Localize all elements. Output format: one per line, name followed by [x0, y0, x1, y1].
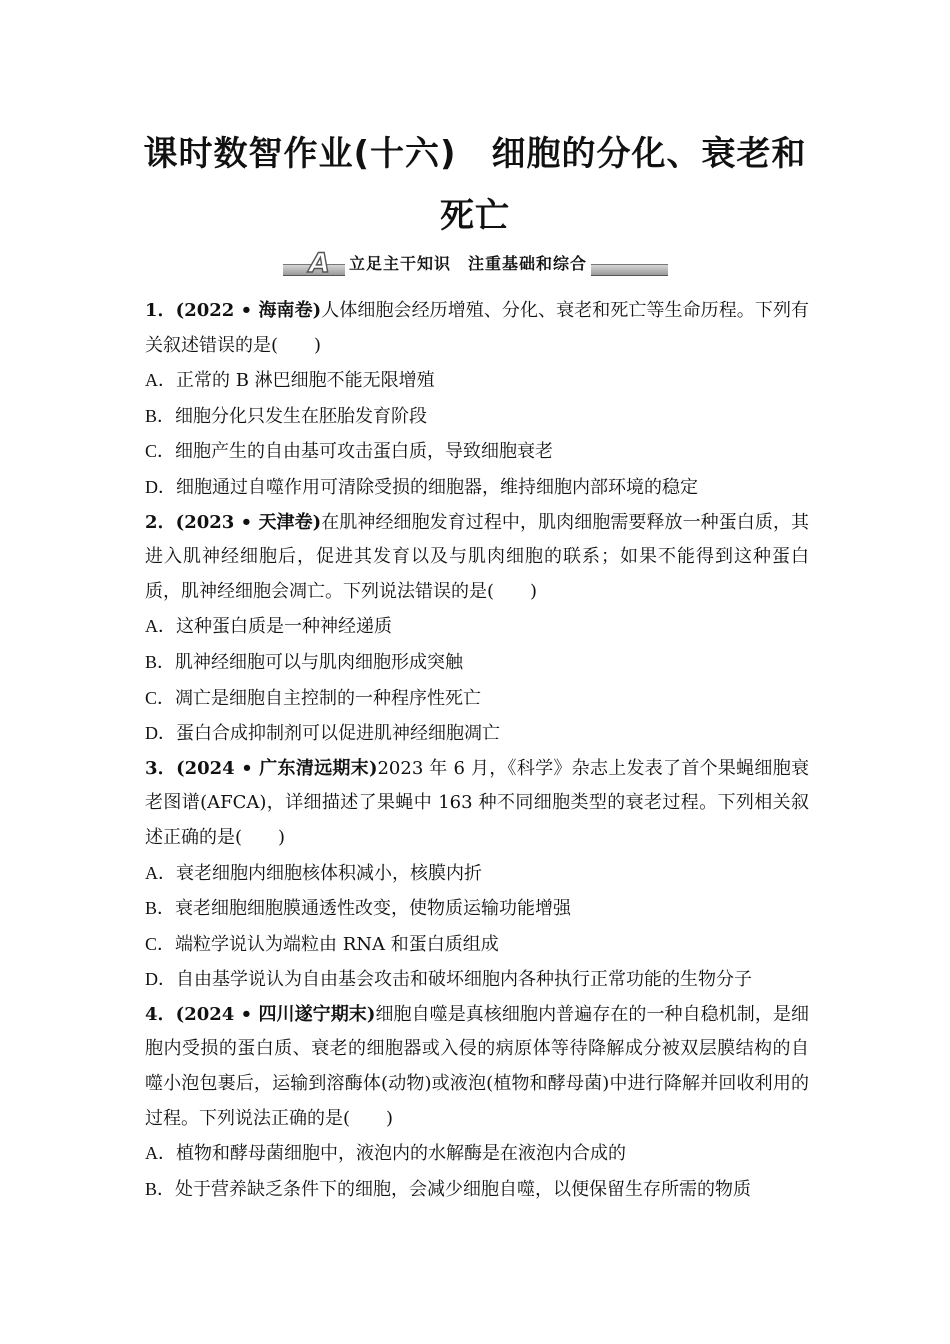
option-b[interactable]	[145, 399, 809, 435]
option-b[interactable]	[145, 645, 809, 681]
option-text: 凋亡是细胞自主控制的一种程序性死亡	[175, 687, 482, 709]
option-text: 衰老细胞细胞膜通透性改变，使物质运输功能增强	[175, 898, 572, 920]
option-text: 蛋白合成抑制剂可以促进肌神经细胞凋亡	[176, 723, 500, 745]
question-number: 1．	[145, 300, 176, 321]
option-text: 处于营养缺乏条件下的细胞，会减少细胞自噬，以便保留生存所需的物质	[175, 1178, 752, 1200]
option-text: 端粒学说认为端粒由 RNA 和蛋白质组成	[175, 933, 499, 955]
question-stem	[145, 506, 809, 610]
option-letter: B．	[145, 1178, 176, 1199]
section-letter-icon: A	[309, 248, 330, 279]
option-d[interactable]	[145, 470, 809, 506]
question-source: (2024 • 广东清远期末)	[176, 757, 378, 779]
option-letter: C．	[145, 687, 176, 708]
page-title-line-1: 课时数智作业(十六) 细胞的分化、衰老和	[143, 134, 807, 174]
option-text: 细胞通过自噬作用可清除受损的细胞器，维持细胞内部环境的稳定	[176, 476, 698, 498]
option-letter: B．	[145, 651, 176, 672]
option-text: 植物和酵母菌细胞中，液泡内的水解酶是在液泡内合成的	[176, 1143, 626, 1165]
option-a[interactable]	[145, 609, 809, 645]
option-a[interactable]	[145, 363, 809, 399]
option-text: 肌神经细胞可以与肌肉细胞形成突触	[175, 651, 464, 673]
question-stem	[145, 998, 809, 1136]
question-number: 3．	[145, 757, 177, 779]
option-letter: A．	[145, 862, 176, 883]
option-d[interactable]	[145, 716, 809, 752]
question-text: 人体细胞会经历增殖、分化、衰老和死亡等生命历程。下列有关叙述错误的是( )	[145, 300, 810, 356]
option-d[interactable]	[145, 962, 809, 998]
option-text: 正常的 B 淋巴细胞不能无限增殖	[176, 370, 435, 392]
option-letter: D．	[145, 723, 176, 744]
option-c[interactable]	[145, 927, 809, 963]
section-banner	[283, 250, 668, 278]
question-number: 2．	[145, 511, 176, 533]
option-letter: B．	[145, 405, 176, 426]
option-text: 这种蛋白质是一种神经递质	[176, 616, 392, 638]
option-b[interactable]	[145, 891, 809, 927]
question-text: 细胞自噬是真核细胞内普遍存在的一种自稳机制，是细胞内受损的蛋白质、衰老的细胞器或入侵的病原体等待降解成分被双层膜结构的自噬小泡包裹后，运输到溶酶体(动物)或液泡(植物和酵母菌)中进行降解并回收利用的过程。下列说法正确的是( )	[145, 1003, 810, 1129]
option-letter: B．	[145, 898, 176, 919]
option-letter: D．	[145, 476, 176, 497]
option-b[interactable]	[145, 1172, 809, 1208]
question-2	[145, 506, 809, 752]
question-source: (2022 • 海南卷)	[175, 300, 322, 321]
option-text: 细胞产生的自由基可攻击蛋白质，导致细胞衰老	[175, 441, 554, 463]
question-text: 在肌神经细胞发育过程中，肌肉细胞需要释放一种蛋白质，其进入肌神经细胞后，促进其发育以及与肌肉细胞的联系；如果不能得到这种蛋白质，肌神经细胞会凋亡。下列说法错误的是( )	[145, 511, 810, 602]
option-text: 衰老细胞内细胞核体积减小，核膜内折	[176, 862, 482, 884]
question-stem	[145, 752, 809, 856]
question-3	[145, 752, 809, 998]
question-source: (2023 • 天津卷)	[175, 511, 322, 533]
option-text: 细胞分化只发生在胚胎发育阶段	[175, 405, 428, 427]
option-a[interactable]	[145, 1136, 809, 1172]
option-text: 自由基学说认为自由基会攻击和破坏细胞内各种执行正常功能的生物分子	[176, 969, 752, 991]
page-title-line-2: 死亡	[440, 196, 510, 236]
question-source: (2024 • 四川遂宁期末)	[175, 1003, 376, 1025]
option-c[interactable]	[145, 434, 809, 470]
question-1	[145, 294, 809, 506]
option-letter: C．	[145, 441, 176, 462]
question-stem	[145, 294, 809, 363]
option-c[interactable]	[145, 681, 809, 717]
option-letter: D．	[145, 969, 176, 990]
option-a[interactable]	[145, 856, 809, 892]
option-letter: A．	[145, 370, 176, 391]
question-4	[145, 998, 809, 1208]
option-letter: A．	[145, 1143, 176, 1164]
question-text: 2023 年 6 月，《科学》杂志上发表了首个果蝇细胞衰老图谱(AFCA)，详细描述了果蝇中 163 种不同细胞类型的衰老过程。下列相关叙述正确的是( )	[145, 757, 809, 848]
option-letter: C．	[145, 933, 176, 954]
option-letter: A．	[145, 616, 176, 637]
section-label: 立足主干知识 注重基础和综合	[345, 252, 591, 276]
question-list	[145, 294, 809, 1207]
question-number: 4．	[145, 1003, 176, 1025]
